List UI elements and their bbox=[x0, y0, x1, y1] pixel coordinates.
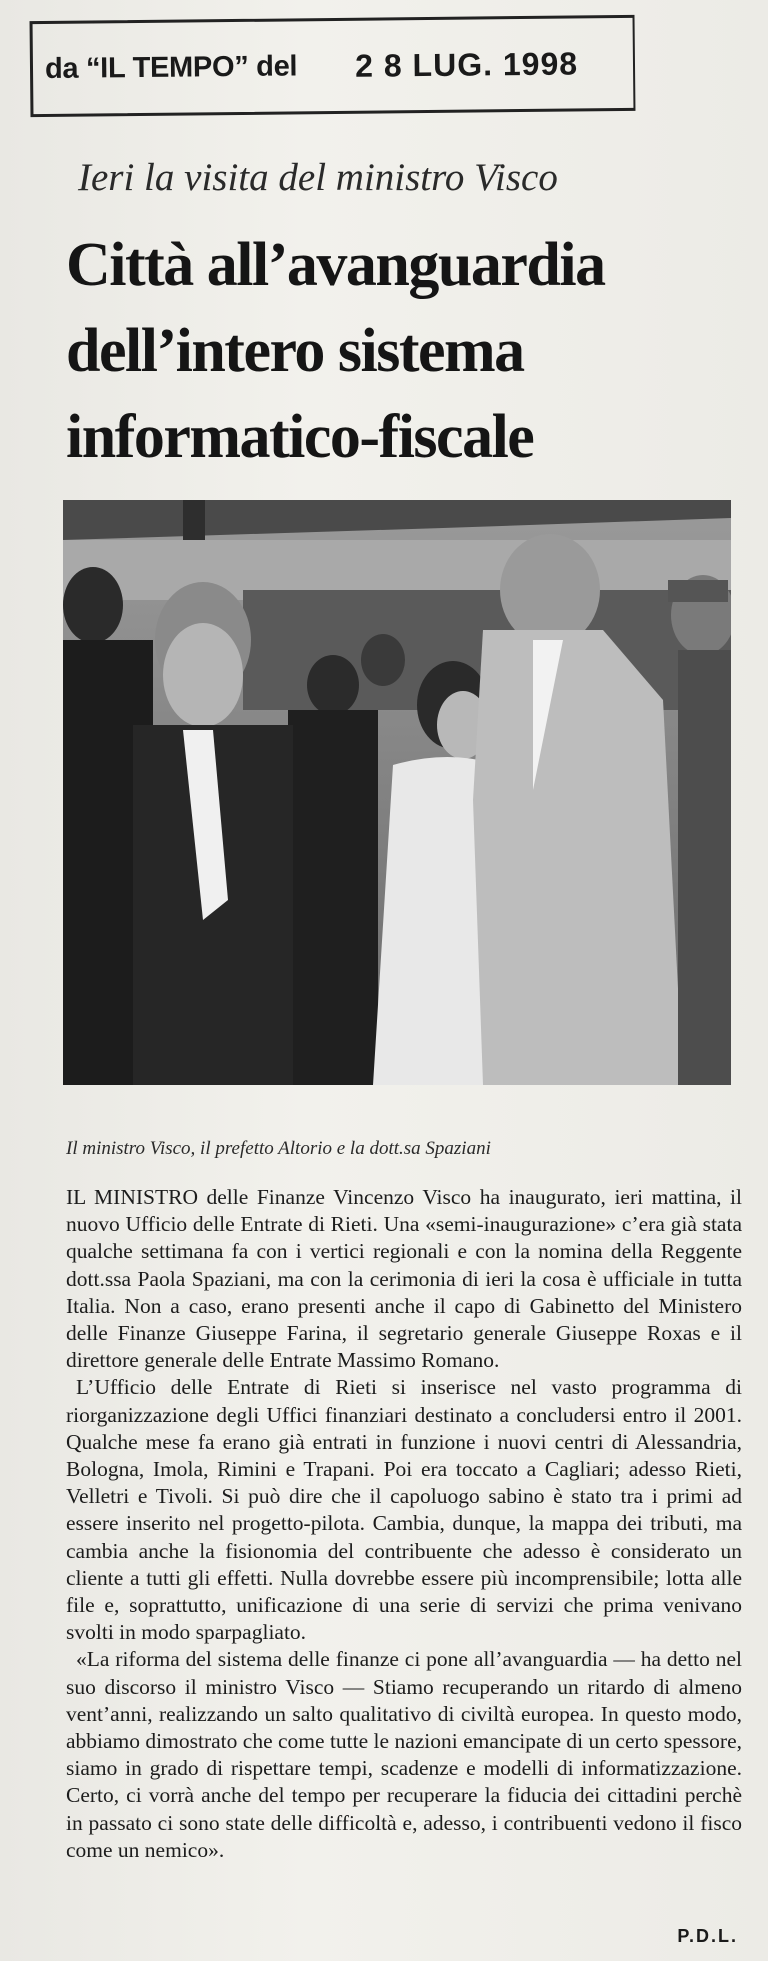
photo-illustration bbox=[63, 500, 731, 1085]
news-photo bbox=[63, 500, 731, 1085]
source-label: da “IL TEMPO” del bbox=[44, 49, 298, 85]
headline bbox=[66, 222, 706, 480]
source-stamp-box bbox=[30, 15, 636, 117]
kicker: Ieri la visita del ministro Visco bbox=[78, 156, 558, 199]
headline-line: informatico-fiscale bbox=[66, 403, 534, 471]
date-stamp: 2 8 LUG. 1998 bbox=[354, 44, 579, 84]
article-paragraph: «La riforma del sistema delle finanze ci pone all’avanguardia — ha detto nel suo discorso il ministro Visco — Stiamo recuperando un ritardo di almeno vent’anni, realizzando un salto qualitativo di civiltà europea. In questo modo, abbiamo dimostrato che come tutte le nazioni emancipate di un certo spessore, siamo in grado di rispettare tempi, scadenze e modelli di informatizzazione. Certo, ci vorrà anche del tempo per recuperare la fiducia dei cittadini perchè in passato ci sono state delle difficoltà e, adesso, i contribuenti vedono il fisco come un nemico». bbox=[66, 1647, 742, 1862]
article-paragraph: IL MINISTRO delle Finanze Vincenzo Visco ha inaugurato, ieri mattina, il nuovo Ufficio delle Entrate di Rieti. Una «semi-inaugurazione» c’era già stata qualche settimana fa con i vertici regionali e con la nomina della Reggente dott.ssa Paola Spaziani, ma con la cerimonia di ieri la cosa è ufficiale in tutta Italia. Non a caso, erano presenti anche il capo di Gabinetto del Ministero delle Finanze Giuseppe Farina, il segretario generale Giuseppe Roxas e il direttore generale delle Entrate Massimo Romano. bbox=[66, 1185, 742, 1373]
headline-line: Città all’avanguardia bbox=[66, 231, 605, 299]
photo-caption: Il ministro Visco, il prefetto Altorio e la dott.sa Spaziani bbox=[66, 1138, 491, 1159]
headline-line: dell’intero sistema bbox=[66, 317, 524, 385]
article-paragraph: L’Ufficio delle Entrate di Rieti si inserisce nel vasto programma di riorganizzazione degli Uffici finanziari destinato a concludersi entro il 2001. Qualche mese fa erano già entrati in funzione i nuovi centri di Alessandria, Bologna, Imola, Rimini e Trapani. Poi era toccato a Cagliari; adesso Rieti, Velletri e Tivoli. Si può dire che il capoluogo sabino è stato tra i primi ad essere inserito nel progetto-pilota. Cambia, dunque, la mappa dei tributi, ma cambia anche la fisionomia del contribuente che adesso è considerato un cliente a tutti gli effetti. Nulla dovrebbe essere più incomprensibile; lotta alle file e, soprattutto, unificazione di una serie di servizi che prima venivano svolti in modo sparpagliato. bbox=[66, 1375, 742, 1645]
article-body bbox=[66, 1184, 742, 1864]
author-signature: P.D.L. bbox=[677, 1926, 738, 1946]
